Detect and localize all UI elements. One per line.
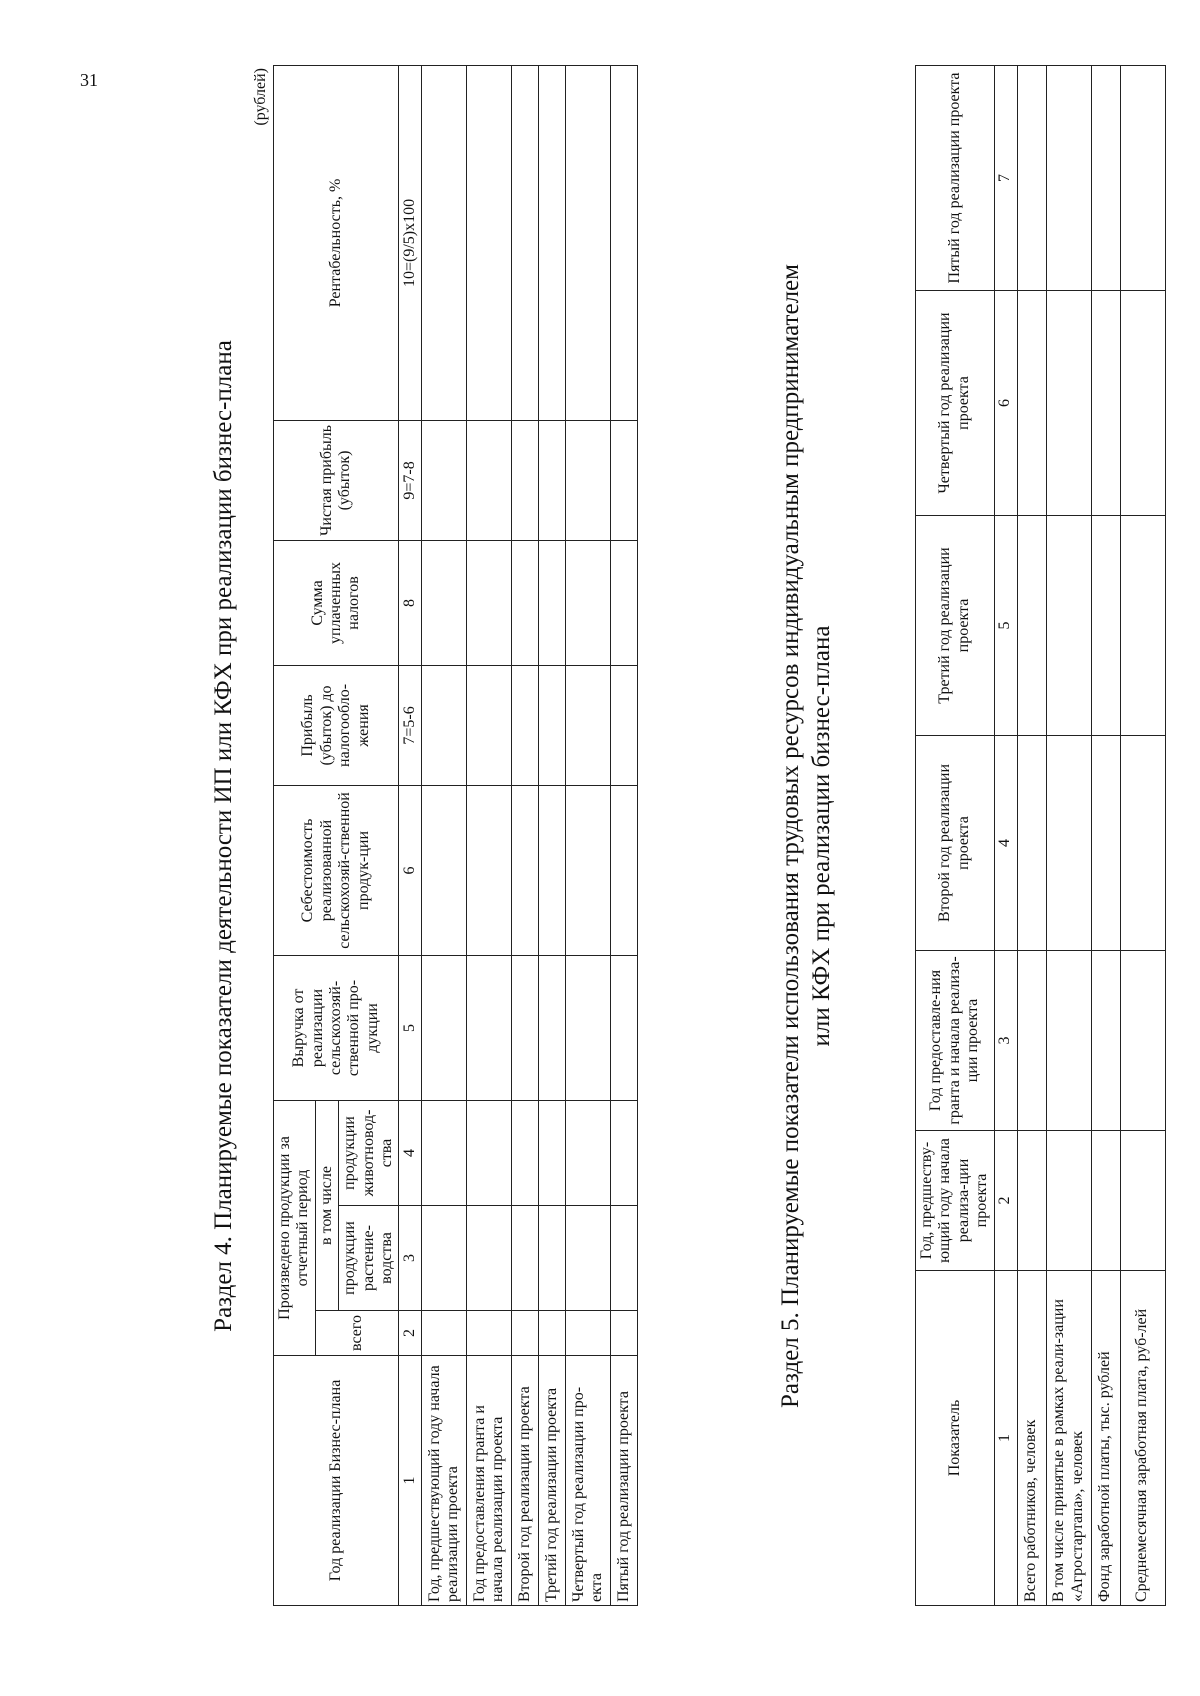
table-cell[interactable]	[1017, 66, 1046, 291]
column-number: 7=5-6	[399, 665, 422, 785]
table-cell[interactable]	[611, 540, 638, 665]
table-cell[interactable]	[467, 1100, 512, 1205]
table-cell[interactable]	[512, 1206, 539, 1311]
row-label: Среднемесячная заработная плата, руб-лей	[1120, 1271, 1165, 1606]
table-cell[interactable]	[512, 665, 539, 785]
table-cell[interactable]	[1120, 291, 1165, 516]
table-cell[interactable]	[1091, 291, 1120, 516]
table-cell[interactable]	[566, 540, 611, 665]
table-cell[interactable]	[539, 420, 566, 540]
table-row	[1120, 66, 1165, 1606]
table-cell[interactable]	[566, 1311, 611, 1356]
header-produced: Произведено продукции за отчетный период	[274, 1100, 316, 1355]
column-number: 5	[399, 955, 422, 1100]
section-4-unit: (рублей)	[252, 68, 269, 126]
column-number: 2	[994, 1131, 1017, 1271]
table-cell[interactable]	[512, 955, 539, 1100]
table-cell[interactable]	[1017, 1131, 1046, 1271]
section-5-table-wrap	[915, 66, 1166, 1606]
header-grant-year: Год предоставле-ния гранта и начала реализа-ции проекта	[916, 951, 995, 1131]
column-number: 1	[399, 1356, 422, 1606]
column-number: 10=(9/5)x100	[399, 65, 422, 420]
table-cell[interactable]	[611, 785, 638, 955]
table-cell[interactable]	[512, 65, 539, 420]
table-cell[interactable]	[1046, 516, 1091, 736]
header-year-3: Третий год реализации проекта	[916, 516, 995, 736]
section-4-title: Раздел 4. Планируемые показатели деятельности ИП или КФХ при реализации бизнес-плана	[210, 340, 237, 1332]
table-cell[interactable]	[566, 665, 611, 785]
table-row	[1046, 66, 1091, 1606]
table-cell[interactable]	[611, 1206, 638, 1311]
header-year: Год реализации Бизнес-плана	[274, 1356, 399, 1606]
column-number: 4	[399, 1100, 422, 1205]
table-cell[interactable]	[422, 955, 467, 1100]
header-net-profit: Чистая прибыль (убыток)	[274, 420, 399, 540]
table-row	[539, 65, 566, 1605]
header-revenue: Выручка от реализации сельскохозяй-ственной про-дукции	[274, 955, 399, 1100]
header-profit-before-tax: Прибыль (убыток) до налогообло-жения	[274, 665, 399, 785]
row-label: Год предоставления гранта и начала реализации проекта	[467, 1356, 512, 1606]
table-row	[1091, 66, 1120, 1606]
table-cell[interactable]	[611, 65, 638, 420]
table-cell[interactable]	[1120, 516, 1165, 736]
table-cell[interactable]	[422, 1206, 467, 1311]
table-cell[interactable]	[1120, 951, 1165, 1131]
table-cell[interactable]	[1091, 951, 1120, 1131]
table-cell[interactable]	[539, 65, 566, 420]
table-cell[interactable]	[539, 540, 566, 665]
table-cell[interactable]	[566, 65, 611, 420]
header-including: в том числе	[315, 1100, 338, 1310]
table-cell[interactable]	[539, 955, 566, 1100]
row-label: Четвертый год реализации про-екта	[566, 1356, 611, 1606]
column-number: 1	[994, 1271, 1017, 1606]
table-cell[interactable]	[1017, 951, 1046, 1131]
row-label: Второй год реализации проекта	[512, 1356, 539, 1606]
table-cell[interactable]	[566, 785, 611, 955]
column-number: 9=7-8	[399, 420, 422, 540]
header-indicator: Показатель	[916, 1271, 995, 1606]
table-row	[422, 65, 467, 1605]
table-cell[interactable]	[611, 1311, 638, 1356]
header-total: всего	[315, 1311, 399, 1356]
table-cell[interactable]	[422, 665, 467, 785]
table-cell[interactable]	[1091, 516, 1120, 736]
row-label: В том числе принятые в рамках реали-зации «Агростартапа», человек	[1046, 1271, 1091, 1606]
row-label: Пятый год реализации проекта	[611, 1356, 638, 1606]
column-number: 3	[399, 1206, 422, 1311]
table-row	[566, 65, 611, 1605]
table-cell[interactable]	[611, 420, 638, 540]
table-cell[interactable]	[1046, 291, 1091, 516]
row-label: Год, предшествующий году начала реализации проекта	[422, 1356, 467, 1606]
row-label: Всего работников, человек	[1017, 1271, 1046, 1606]
table-cell[interactable]	[467, 540, 512, 665]
table-cell[interactable]	[512, 540, 539, 665]
table-cell[interactable]	[539, 1100, 566, 1205]
table-cell[interactable]	[611, 955, 638, 1100]
table-row	[512, 65, 539, 1605]
section-4-table-wrap	[273, 66, 638, 1606]
column-number: 8	[399, 540, 422, 665]
header-year-2: Второй год реализации проекта	[916, 736, 995, 951]
header-livestock: продукции животновод-ства	[339, 1100, 399, 1205]
table-cell[interactable]	[467, 955, 512, 1100]
table-cell[interactable]	[1017, 516, 1046, 736]
table-cell[interactable]	[422, 420, 467, 540]
table-row	[1017, 66, 1046, 1606]
table-cell[interactable]	[566, 420, 611, 540]
table-cell[interactable]	[422, 1100, 467, 1205]
table-cell[interactable]	[611, 1100, 638, 1205]
table-cell[interactable]	[1046, 951, 1091, 1131]
table-cell[interactable]	[566, 1206, 611, 1311]
table-cell[interactable]	[1017, 291, 1046, 516]
table-cell[interactable]	[512, 1100, 539, 1205]
table-cell[interactable]	[512, 785, 539, 955]
header-prev-year: Год, предшеству-ющий году начала реализа-ции проекта	[916, 1131, 995, 1271]
table-cell[interactable]	[512, 420, 539, 540]
table-cell[interactable]	[1091, 1131, 1120, 1271]
table-cell[interactable]	[467, 1206, 512, 1311]
column-number: 6	[994, 291, 1017, 516]
column-number: 6	[399, 785, 422, 955]
header-cost: Себестоимость реализованной сельскохозяй-ственной продук-ции	[274, 785, 399, 955]
row-label: Фонд заработной платы, тыс. рублей	[1091, 1271, 1120, 1606]
section-5-title-line-2: или КФХ при реализации бизнес-плана	[808, 625, 836, 1047]
table-cell[interactable]	[539, 1206, 566, 1311]
section-5-title-line-1: Раздел 5. Планируемые показатели использования трудовых ресурсов индивидуальным предпринимателем	[777, 264, 804, 1408]
table-cell[interactable]	[467, 420, 512, 540]
section-4	[208, 66, 239, 1606]
section-4-table	[273, 65, 638, 1606]
table-cell[interactable]	[539, 1311, 566, 1356]
column-number: 5	[994, 516, 1017, 736]
table-cell[interactable]	[566, 955, 611, 1100]
table-cell[interactable]	[1091, 736, 1120, 951]
table-row	[611, 65, 638, 1605]
header-year-5: Пятый год реализации проекта	[916, 66, 995, 291]
table-cell[interactable]	[467, 65, 512, 420]
page-number: 31	[80, 70, 98, 90]
column-number: 3	[994, 951, 1017, 1131]
row-label: Третий год реализации проекта	[539, 1356, 566, 1606]
table-cell[interactable]	[1120, 1131, 1165, 1271]
section-5	[775, 66, 838, 1606]
column-number: 2	[399, 1311, 422, 1356]
table-cell[interactable]	[422, 540, 467, 665]
table-cell[interactable]	[1091, 66, 1120, 291]
table-cell[interactable]	[566, 1100, 611, 1205]
table-cell[interactable]	[539, 785, 566, 955]
table-cell[interactable]	[467, 1311, 512, 1356]
table-cell[interactable]	[1120, 736, 1165, 951]
header-year-4: Четвертый год реализации проекта	[916, 291, 995, 516]
table-cell[interactable]	[512, 1311, 539, 1356]
table-cell[interactable]	[1017, 736, 1046, 951]
column-number: 4	[994, 736, 1017, 951]
rotated-page-content	[170, 66, 1170, 1606]
section-4-unit-wrap	[252, 66, 270, 1606]
section-5-table	[915, 65, 1166, 1606]
table-cell[interactable]	[611, 665, 638, 785]
table-cell[interactable]	[1046, 736, 1091, 951]
table-cell[interactable]	[422, 785, 467, 955]
header-taxes: Сумма уплаченных налогов	[274, 540, 399, 665]
table-cell[interactable]	[467, 665, 512, 785]
header-profitability: Рентабельность, %	[274, 65, 399, 420]
table-cell[interactable]	[422, 1311, 467, 1356]
table-cell[interactable]	[1120, 66, 1165, 291]
table-cell[interactable]	[422, 65, 467, 420]
column-number: 7	[994, 66, 1017, 291]
table-row	[467, 65, 512, 1605]
table-cell[interactable]	[1046, 1131, 1091, 1271]
header-plant: продукции растение-водства	[339, 1206, 399, 1311]
table-cell[interactable]	[467, 785, 512, 955]
table-cell[interactable]	[539, 665, 566, 785]
table-cell[interactable]	[1046, 66, 1091, 291]
